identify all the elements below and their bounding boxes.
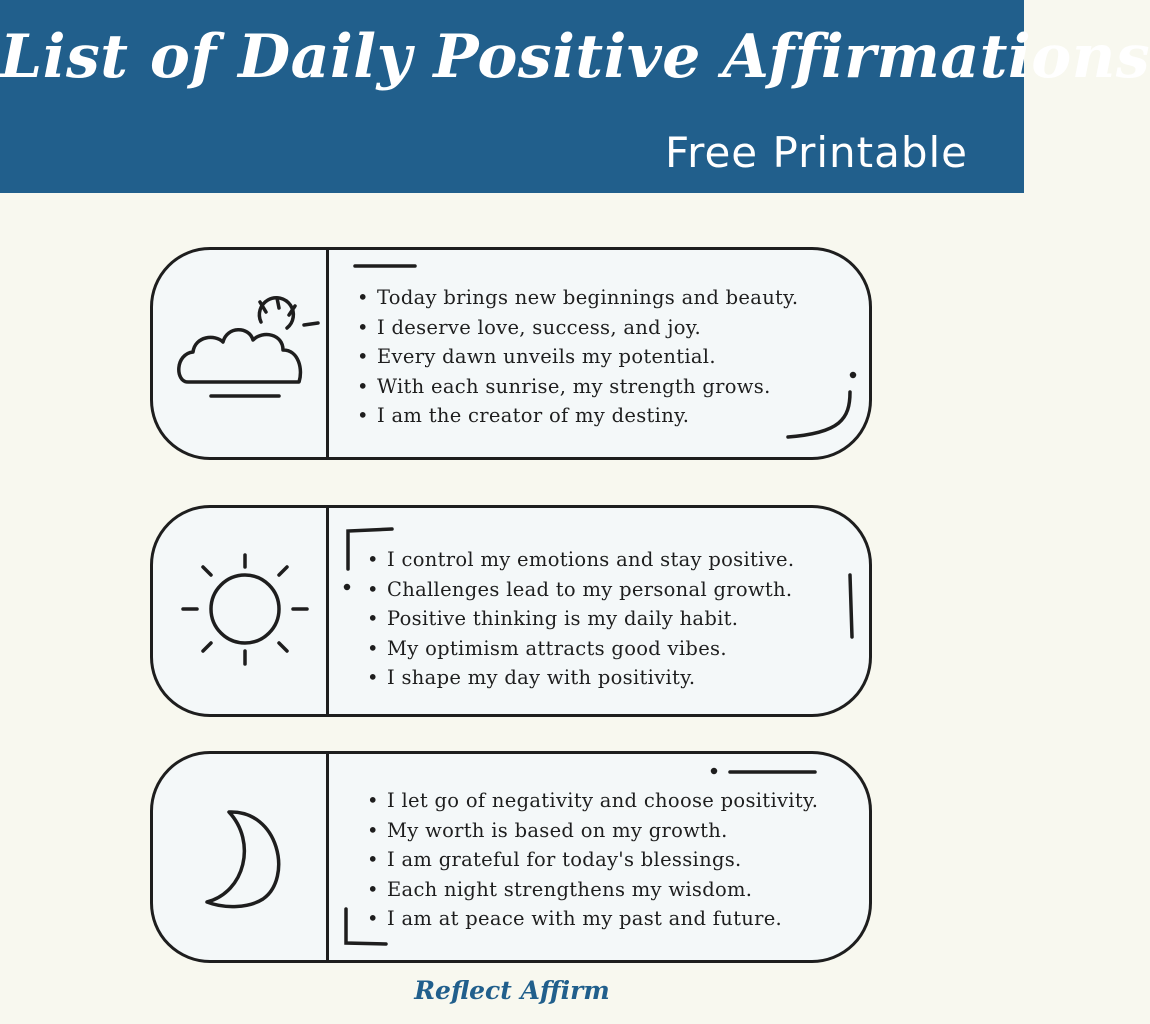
page-title: List of Daily Positive Affirmations — [0, 22, 1150, 92]
affirmation-item: • I am grateful for today's blessings. — [365, 845, 818, 875]
affirmation-card-morning — [150, 247, 872, 460]
brand-logo: Reflect Affirm — [414, 976, 610, 1005]
cloud-sun-icon — [153, 250, 326, 457]
moon-icon — [153, 754, 326, 960]
affirmation-card-midday — [150, 505, 872, 717]
affirmation-list — [365, 545, 794, 693]
affirmation-item: • My worth is based on my growth. — [365, 816, 818, 846]
affirmation-item: • My optimism attracts good vibes. — [365, 634, 794, 664]
affirmation-item: • Challenges lead to my personal growth. — [365, 575, 794, 605]
affirmation-item: • I deserve love, success, and joy. — [355, 313, 798, 343]
affirmation-item: • Each night strengthens my wisdom. — [365, 875, 818, 905]
card-divider — [326, 754, 329, 960]
affirmation-item: • I let go of negativity and choose positivity. — [365, 786, 818, 816]
affirmation-list — [355, 283, 798, 431]
affirmation-list — [365, 786, 818, 934]
affirmation-item: • I control my emotions and stay positive. — [365, 545, 794, 575]
affirmation-item: • Today brings new beginnings and beauty. — [355, 283, 798, 313]
card-divider — [326, 250, 329, 457]
page-subtitle: Free Printable — [665, 128, 968, 177]
affirmation-item: • I am at peace with my past and future. — [365, 904, 818, 934]
card-divider — [326, 508, 329, 714]
sun-icon — [153, 508, 326, 714]
affirmation-item: • Every dawn unveils my potential. — [355, 342, 798, 372]
affirmation-item: • I am the creator of my destiny. — [355, 401, 798, 431]
affirmation-item: • I shape my day with positivity. — [365, 663, 794, 693]
affirmation-item: • With each sunrise, my strength grows. — [355, 372, 798, 402]
header-banner — [0, 0, 1150, 193]
affirmation-item: • Positive thinking is my daily habit. — [365, 604, 794, 634]
affirmation-card-night — [150, 751, 872, 963]
